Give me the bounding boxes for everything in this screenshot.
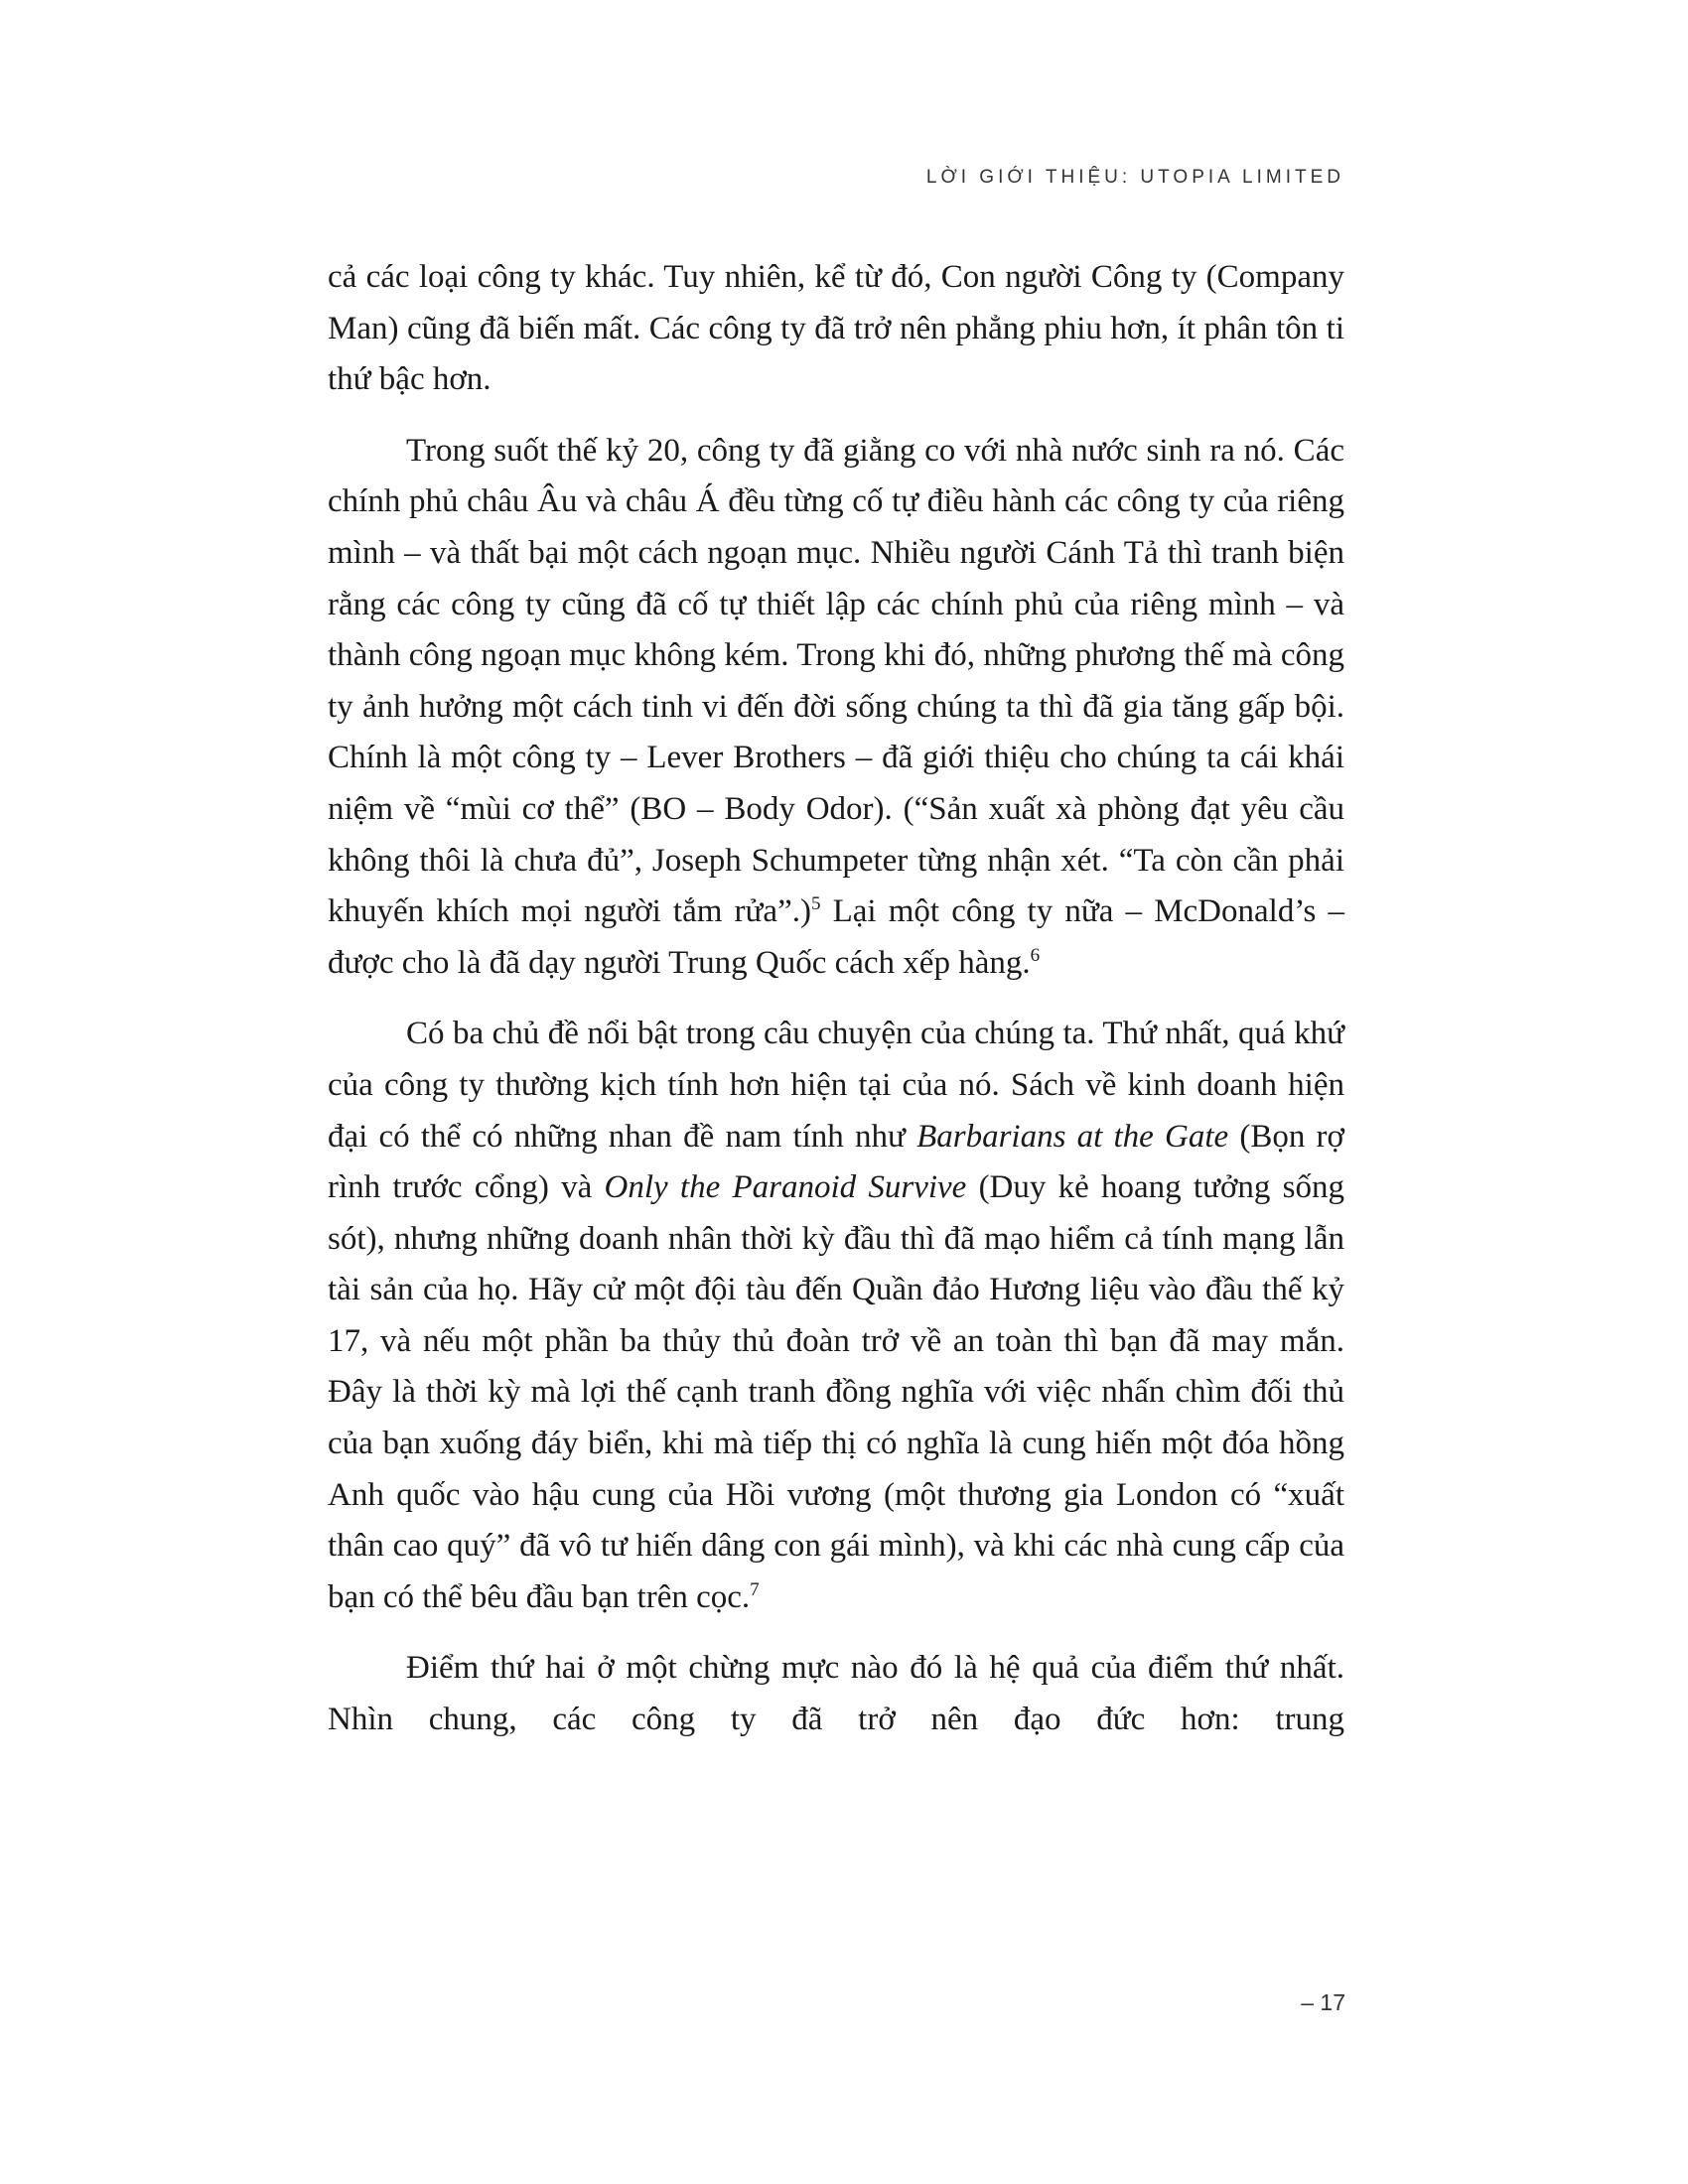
paragraph-2-text-b: Lại một công ty nữa – McDonald’s – được cho là đã dạy người Trung Quốc cách xếp hàng. <box>328 893 1344 981</box>
paragraph-3 <box>328 1009 1344 1623</box>
paragraph-2 <box>328 426 1344 990</box>
footnote-ref-6[interactable]: 6 <box>1030 944 1041 966</box>
body-text <box>328 252 1344 1746</box>
running-head: LỜI GIỚI THIỆU: UTOPIA LIMITED <box>925 167 1344 188</box>
page-number: – 17 <box>1301 1989 1345 2015</box>
paragraph-2-text-a: Trong suốt thế kỷ 20, công ty đã giằng co với nhà nước sinh ra nó. Các chính phủ châu Âu và châu Á đều từng cố tự điều hành các công ty của riêng mình – và thất bại một cách ngoạn mục. Nhiều người Cánh Tả thì tranh biện rằng các công ty cũng đã cố tự thiết lập các chính phủ của riêng mình – và thành công ngoạn mục không kém. Trong khi đó, những phương thế mà công ty ảnh hưởng một cách tinh vi đến đời sống chúng ta thì đã gia tăng gấp bội. Chính là một công ty – Lever Brothers – đã giới thiệu cho chúng ta cái khái niệm về “mùi cơ thể” (BO – Body Odor). (“Sản xuất xà phòng đạt yêu cầu không thôi là chưa đủ”, Joseph Schumpeter từng nhận xét. “Ta còn cần phải khuyến khích mọi người tắm rửa”.) <box>328 432 1344 930</box>
paragraph-1: cả các loại công ty khác. Tuy nhiên, kể từ đó, Con người Công ty (Company Man) cũng đã biến mất. Các công ty đã trở nên phẳng phiu hơn, ít phân tôn ti thứ bậc hơn. <box>328 259 1344 398</box>
paragraph-3-text-c: (Duy kẻ hoang tưởng sống sót), nhưng những doanh nhân thời kỳ đầu thì đã mạo hiểm cả tính mạng lẫn tài sản của họ. Hãy cử một đội tàu đến Quần đảo Hương liệu vào đầu thế kỷ 17, và nếu một phần ba thủy thủ đoàn trở về an toàn thì bạn đã may mắn. Đây là thời kỳ mà lợi thế cạnh tranh đồng nghĩa với việc nhấn chìm đối thủ của bạn xuống đáy biển, khi mà tiếp thị có nghĩa là cung hiến một đóa hồng Anh quốc vào hậu cung của Hồi vương (một thương gia London có “xuất thân cao quý” đã vô tư hiến dâng con gái mình), và khi các nhà cung cấp của bạn có thể bêu đầu bạn trên cọc. <box>328 1169 1344 1615</box>
paragraph-4: Điểm thứ hai ở một chừng mực nào đó là hệ quả của điểm thứ nhất. Nhìn chung, các công ty đã trở nên đạo đức hơn: trung <box>328 1650 1344 1738</box>
paragraph-3-text-a: Có ba chủ đề nổi bật trong câu chuyện của chúng ta. Thứ nhất, quá khứ của công ty thường kịch tính hơn hiện tại của nó. Sách về kinh doanh hiện đại có thể có những nhan đề nam tính như <box>328 1016 1344 1155</box>
paragraph-3-text-b: (Bọn rợ rình trước cổng) và <box>328 1118 1344 1206</box>
book-title-barbarians: Barbarians at the Gate <box>916 1118 1229 1155</box>
footnote-ref-7[interactable]: 7 <box>750 1578 760 1600</box>
book-title-paranoid: Only the Paranoid Survive <box>604 1169 967 1206</box>
footnote-ref-5[interactable]: 5 <box>810 893 821 915</box>
